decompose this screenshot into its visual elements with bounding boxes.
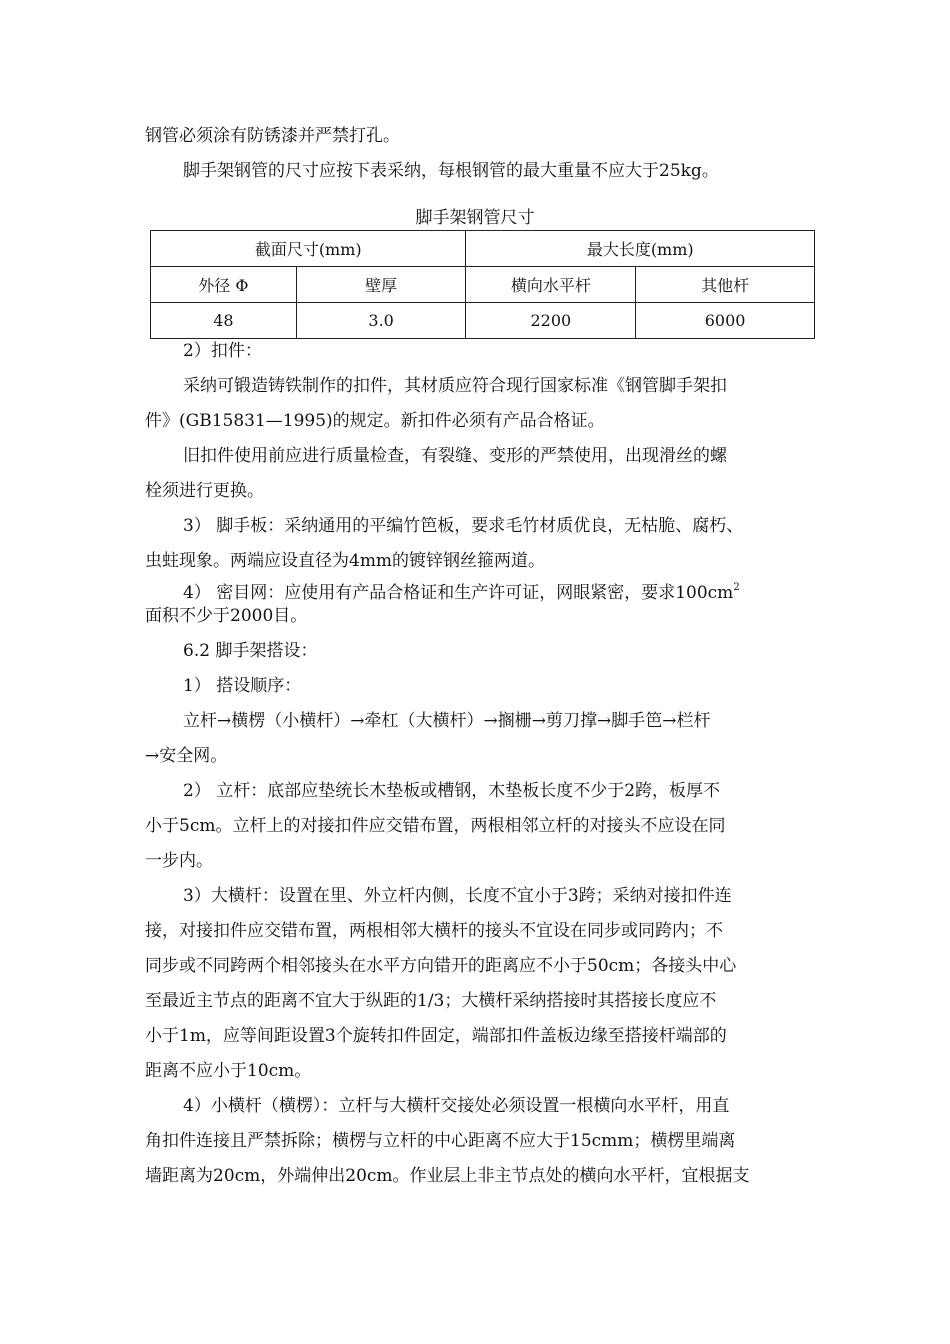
text-line: 2）扣件： bbox=[183, 341, 262, 361]
text-line: 立杆→横楞（小横杆）→牵杠（大横杆）→搁栅→剪刀撑→脚手笆→栏杆 bbox=[183, 711, 711, 731]
text-line: 虫蛀现象。两端应设直径为4mm的镀锌钢丝箍两道。 bbox=[145, 551, 546, 571]
text-line: 2） 立杆：底部应垫统长木垫板或槽钢，木垫板长度不少于2跨，板厚不 bbox=[183, 781, 721, 801]
text-line: 4） 密目网：应使用有产品合格证和生产许可证，网眼紧密，要求$100cm^2$ bbox=[183, 582, 740, 603]
table-group-header: 截面尺寸(mm) bbox=[151, 231, 466, 267]
table-caption: 脚手架钢管尺寸 bbox=[415, 208, 535, 228]
text-line: 至最近主节点的距离不宜大于纵距的1/3；大横杆采纳搭接时其搭接长度应不 bbox=[145, 991, 717, 1011]
text-line: 同步或不同跨两个相邻接头在水平方向错开的距离应不小于50cm；各接头中心 bbox=[145, 956, 737, 976]
table-cell: 6000 bbox=[636, 303, 815, 339]
text-line: 旧扣件使用前应进行质量检查，有裂缝、变形的严禁使用，出现滑丝的螺 bbox=[183, 446, 727, 466]
text-line: 小于5cm。立杆上的对接扣件应交错布置，两根相邻立杆的对接头不应设在同 bbox=[145, 816, 726, 836]
text-line: 角扣件连接且严禁拆除；横楞与立杆的中心距离不应大于15cmm；横楞里端离 bbox=[145, 1131, 736, 1151]
text-line: →安全网。 bbox=[145, 746, 228, 766]
table-group-header: 最大长度(mm) bbox=[466, 231, 815, 267]
text-line: 6.2 脚手架搭设： bbox=[183, 641, 318, 661]
text-line: 脚手架钢管的尺寸应按下表采纳，每根钢管的最大重量不应大于25kg。 bbox=[183, 161, 719, 181]
text-line: 墙距离为20cm，外端伸出20cm。作业层上非主节点处的横向水平杆，宜根据支 bbox=[145, 1166, 750, 1186]
superscript: 2 bbox=[733, 582, 740, 593]
text-line: 采纳可锻造铸铁制作的扣件，其材质应符合现行国家标准《钢管脚手架扣 bbox=[183, 376, 727, 396]
table-header-cell: 外径 Φ bbox=[151, 267, 297, 303]
text-line: 一步内。 bbox=[145, 851, 213, 871]
table-header-cell: 横向水平杆 bbox=[466, 267, 636, 303]
table-cell: 2200 bbox=[466, 303, 636, 339]
text-line: 小于1m，应等间距设置3个旋转扣件固定，端部扣件盖板边缘至搭接杆端部的 bbox=[145, 1026, 727, 1046]
text-line: 接，对接扣件应交错布置，两根相邻大横杆的接头不宜设在同步或同跨内；不 bbox=[145, 921, 723, 941]
text-line: 栓须进行更换。 bbox=[145, 481, 264, 501]
text-line: 距离不应小于10cm。 bbox=[145, 1061, 312, 1081]
text-line: 面积不少于2000目。 bbox=[145, 606, 308, 626]
table-cell: 48 bbox=[151, 303, 297, 339]
text-line: 4）小横杆（横楞）：立杆与大横杆交接处必须设置一根横向水平杆，用直 bbox=[183, 1096, 730, 1116]
table-header-cell: 其他杆 bbox=[636, 267, 815, 303]
table-row bbox=[151, 303, 815, 339]
table-header-cell: 壁厚 bbox=[296, 267, 466, 303]
table-header-row bbox=[151, 267, 815, 303]
steel-pipe-size-table bbox=[150, 230, 815, 339]
table-group-header-row bbox=[151, 231, 815, 267]
table-cell: 3.0 bbox=[296, 303, 466, 339]
text-line: 件》(GB15831—1995)的规定。新扣件必须有产品合格证。 bbox=[145, 411, 605, 431]
text-line: 3）大横杆：设置在里、外立杆内侧，长度不宜小于3跨；采纳对接扣件连 bbox=[183, 886, 732, 906]
text-line: 1） 搭设顺序： bbox=[183, 676, 302, 696]
text-line: 钢管必须涂有防锈漆并严禁打孔。 bbox=[145, 126, 400, 146]
text-line: 3） 脚手板：采纳通用的平编竹笆板，要求毛竹材质优良，无枯脆、腐朽、 bbox=[183, 516, 744, 536]
